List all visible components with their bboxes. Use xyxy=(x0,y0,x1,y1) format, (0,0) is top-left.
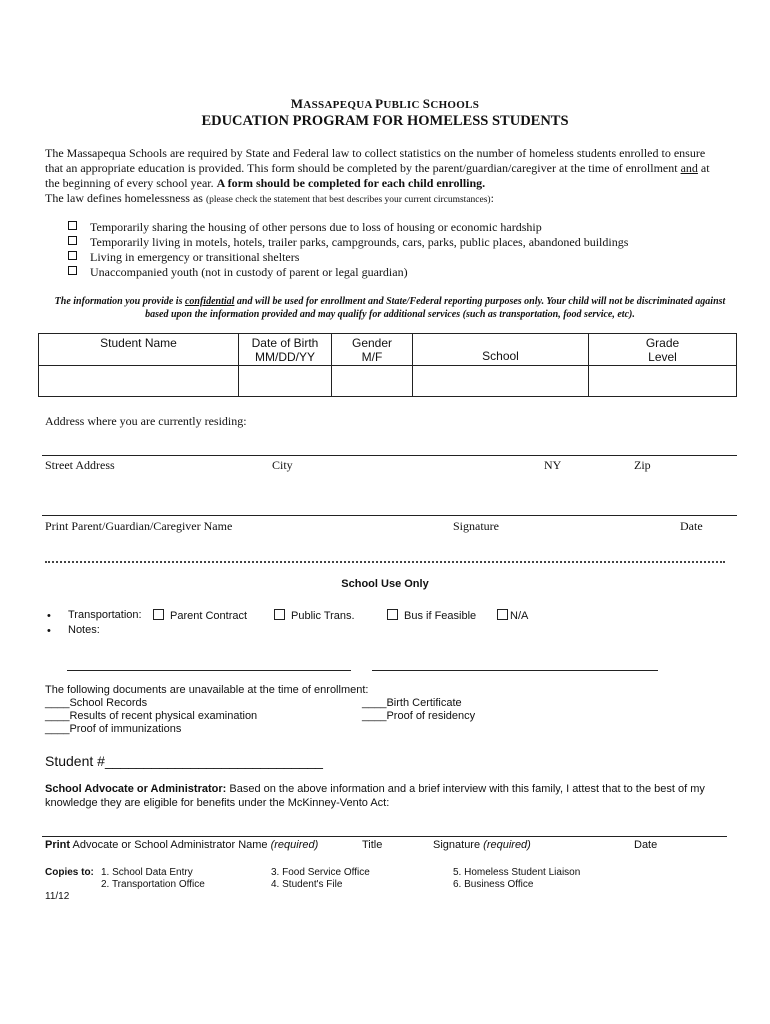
advocate-signature-label: Signature (required) xyxy=(433,839,531,851)
student-table xyxy=(38,333,737,397)
doc-school-records[interactable]: ____School Records xyxy=(45,697,148,709)
header-grade-level: Grade Level xyxy=(589,334,737,366)
checkbox-icon[interactable] xyxy=(68,236,77,245)
form-title: EDUCATION PROGRAM FOR HOMELESS STUDENTS xyxy=(201,113,569,129)
state-label: NY xyxy=(544,458,562,472)
revision-date: 11/12 xyxy=(45,891,70,902)
notes-label: Notes: xyxy=(68,624,100,636)
copy-item: 3. Food Service Office xyxy=(271,867,370,878)
doc-immunizations[interactable]: ____Proof of immunizations xyxy=(45,723,182,735)
parent-signature-label: Signature xyxy=(453,519,499,533)
notes-line-1[interactable] xyxy=(67,670,351,671)
homeless-option-1[interactable]: Temporarily sharing the housing of other persons due to loss of housing or economic hardship xyxy=(68,220,542,235)
advocate-signature-line[interactable] xyxy=(42,836,727,837)
parent-signature-line[interactable] xyxy=(42,515,737,516)
header-student-name: Student Name xyxy=(39,334,239,366)
documents-intro: The following documents are unavailable at the time of enrollment: xyxy=(45,684,369,696)
address-prompt: Address where you are currently residing: xyxy=(45,414,247,428)
address-line[interactable] xyxy=(42,455,737,456)
checkbox-icon[interactable] xyxy=(387,609,398,620)
student-number-field[interactable]: Student #____________________________ xyxy=(45,753,323,769)
bullet-icon: • xyxy=(47,625,51,637)
copies-label: Copies to: xyxy=(45,867,94,878)
advocate-date-label: Date xyxy=(634,839,658,851)
district-name: MASSAPEQUA PUBLIC SCHOOLS xyxy=(290,96,480,111)
checkbox-icon[interactable] xyxy=(68,221,77,230)
homeless-option-2[interactable]: Temporarily living in motels, hotels, trailer parks, campgrounds, cars, parks, public places, abandoned buildings xyxy=(68,235,628,250)
checkbox-icon[interactable] xyxy=(68,251,77,260)
table-header-row xyxy=(39,334,737,366)
input-gender[interactable] xyxy=(332,366,413,397)
copy-item: 1. School Data Entry xyxy=(101,867,193,878)
header-school: School xyxy=(413,334,589,366)
notes-line-2[interactable] xyxy=(372,670,658,671)
header-date-of-birth: Date of Birth MM/DD/YY xyxy=(239,334,332,366)
checkbox-icon[interactable] xyxy=(274,609,285,620)
homeless-option-4[interactable]: Unaccompanied youth (not in custody of parent or legal guardian) xyxy=(68,265,408,280)
copy-item: 4. Student's File xyxy=(271,879,343,890)
doc-birth-certificate[interactable]: ____Birth Certificate xyxy=(362,697,462,709)
city-label: City xyxy=(272,458,293,472)
copy-item: 6. Business Office xyxy=(453,879,534,890)
input-date-of-birth[interactable] xyxy=(239,366,332,397)
doc-physical-exam[interactable]: ____Results of recent physical examination xyxy=(45,710,258,722)
copy-item: 5. Homeless Student Liaison xyxy=(453,867,581,878)
doc-proof-of-residency[interactable]: ____Proof of residency xyxy=(362,710,476,722)
intro-text: The Massapequa Schools are required by State and Federal law to collect statistics on the number of homeless students enrolled to ensure that an appropriate education is provided. This form should be completed by the parent/guardian/caregiver at the time of enrollment and at the beginning of every school year. A form should be completed for each child enrolling. The law defines homelessness as (please check the statement that best describes your current circumstances): xyxy=(45,146,710,205)
bullet-icon: • xyxy=(47,610,51,622)
header-gender: Gender M/F xyxy=(332,334,413,366)
confidentiality-note: The information you provide is confidential and will be used for enrollment and State/Federal reporting purposes only. Your child will not be discriminated against based upon the information provided and may qualify for additional services (such as transportation, food service, etc). xyxy=(54,296,726,320)
parent-date-label: Date xyxy=(680,519,703,533)
input-school[interactable] xyxy=(413,366,589,397)
zip-label: Zip xyxy=(634,458,651,472)
checkbox-icon[interactable] xyxy=(68,266,77,275)
table-row[interactable] xyxy=(39,366,737,397)
input-grade-level[interactable] xyxy=(589,366,737,397)
advocate-title-label: Title xyxy=(362,839,383,851)
checkbox-icon[interactable] xyxy=(497,609,508,620)
street-address-label: Street Address xyxy=(45,458,115,472)
checkbox-icon[interactable] xyxy=(153,609,164,620)
option-bus-if-feasible[interactable]: Bus if Feasible xyxy=(387,609,476,622)
copy-item: 2. Transportation Office xyxy=(101,879,205,890)
school-use-title: School Use Only xyxy=(341,578,429,590)
transportation-label: Transportation: xyxy=(68,609,142,621)
advocate-name-label: Print Advocate or School Administrator Name (required) xyxy=(45,839,319,851)
advocate-statement: School Advocate or Administrator: Based on the above information and a brief interview with this family, I attest that to the best of my knowledge they are eligible for benefits under the McKinney-Vento Act: xyxy=(45,783,705,809)
input-student-name[interactable] xyxy=(39,366,239,397)
section-divider xyxy=(45,561,725,571)
option-parent-contract[interactable]: Parent Contract xyxy=(153,609,247,622)
option-na[interactable]: N/A xyxy=(497,609,528,622)
option-public-trans[interactable]: Public Trans. xyxy=(274,609,355,622)
homeless-option-3[interactable]: Living in emergency or transitional shelters xyxy=(68,250,299,265)
parent-name-label: Print Parent/Guardian/Caregiver Name xyxy=(45,519,233,533)
